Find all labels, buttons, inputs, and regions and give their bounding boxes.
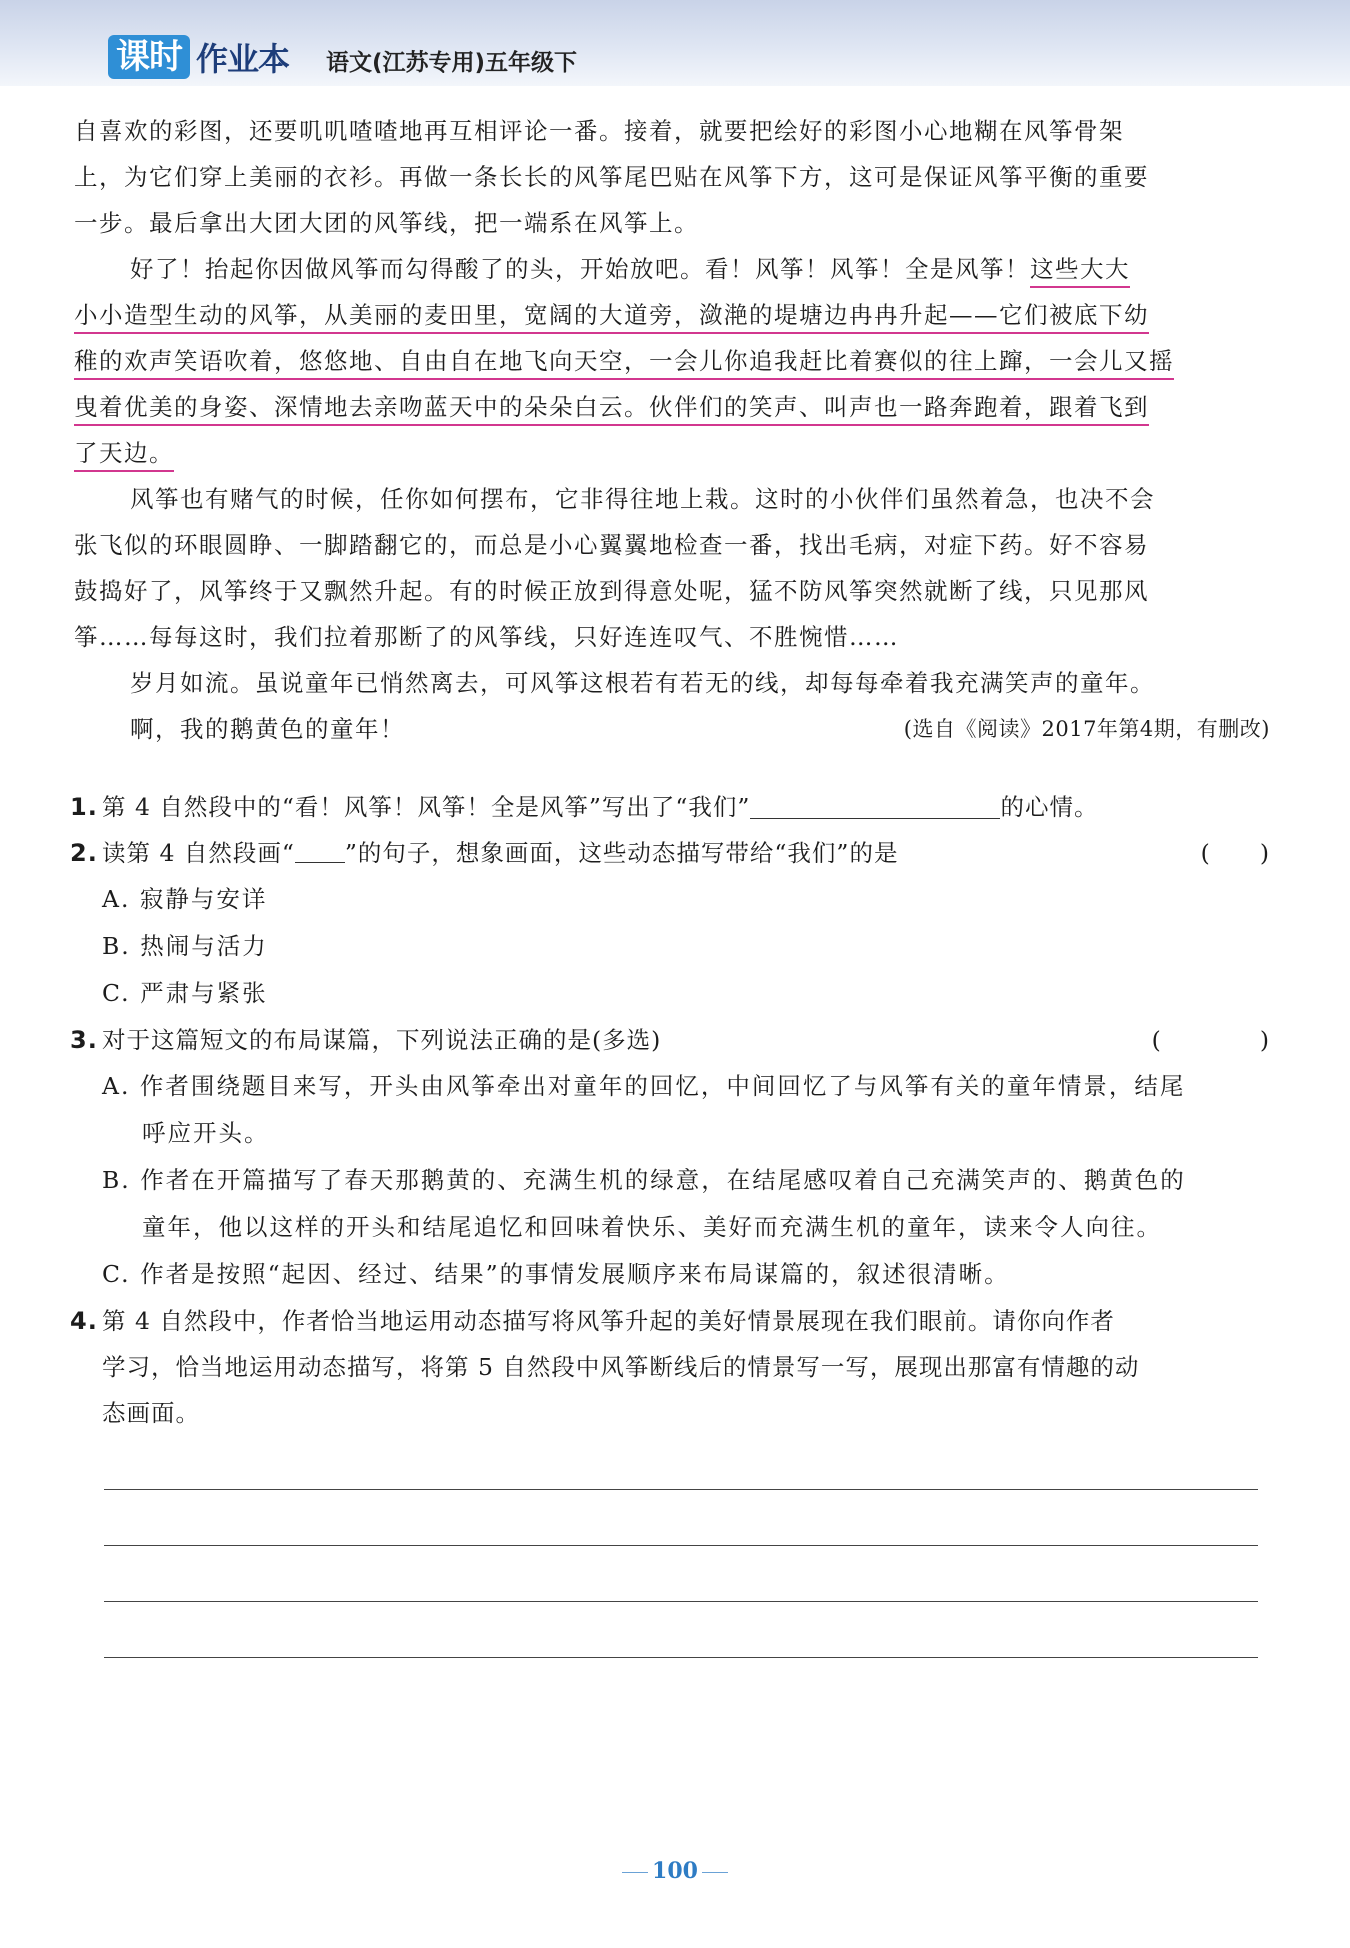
writing-line[interactable] xyxy=(104,1545,1258,1546)
dash-left xyxy=(622,1872,648,1873)
option-b-cont: 童年，他以这样的开头和结尾追忆和回味着快乐、美好而充满生机的童年，读来令人向往。 xyxy=(142,1213,1162,1241)
question-text: ”的句子，想象画面，这些动态描写带给“我们”的是 xyxy=(344,839,899,867)
passage-line xyxy=(74,430,1270,476)
option-a-cont: 呼应开头。 xyxy=(142,1119,270,1147)
brand-logo xyxy=(108,34,289,80)
underlined-text: 这些大大 xyxy=(1030,255,1130,288)
passage-line xyxy=(74,292,1270,338)
underlined-text: 小小造型生动的风筝，从美丽的麦田里，宽阔的大道旁，潋滟的堤塘边冉冉升起——它们被底下幼 xyxy=(74,301,1149,334)
passage-text: 啊，我的鹅黄色的童年！ xyxy=(130,715,405,743)
question-text: 读第 4 自然段画“ xyxy=(102,839,295,867)
question-number: 3. xyxy=(70,1026,98,1054)
answer-bracket[interactable]: ( ) xyxy=(1151,1026,1270,1054)
writing-line[interactable] xyxy=(104,1489,1258,1490)
answer-blank[interactable] xyxy=(750,790,1000,819)
question-number: 2. xyxy=(70,839,98,867)
passage-line xyxy=(74,246,1270,292)
passage-line: 一步。最后拿出大团大团的风筝线，把一端系在风筝上。 xyxy=(74,209,699,237)
question-2 xyxy=(70,830,1270,876)
source-citation: (选自《阅读》2017年第4期，有删改) xyxy=(903,717,1270,741)
subject-title: 语文(江苏专用)五年级下 xyxy=(326,50,578,76)
passage-line: 张飞似的环眼圆睁、一脚踏翻它的，而总是小心翼翼地检查一番，找出毛病，对症下药。好不容易 xyxy=(74,531,1149,559)
passage-line xyxy=(74,384,1270,430)
question-4-line: 学习，恰当地运用动态描写，将第 5 自然段中风筝断线后的情景写一写，展现出那富有情趣的动 xyxy=(102,1353,1140,1381)
option-c: C. 作者是按照“起因、经过、结果”的事情发展顺序来布局谋篇的，叙述很清晰。 xyxy=(102,1260,1010,1288)
passage-line: 自喜欢的彩图，还要叽叽喳喳地再互相评论一番。接着，就要把绘好的彩图小心地糊在风筝骨架 xyxy=(74,117,1124,145)
underlined-text: 稚的欢声笑语吹着，悠悠地、自由自在地飞向天空，一会儿你追我赶比着赛似的往上蹿，一会儿又摇 xyxy=(74,347,1174,380)
passage-line: 风筝也有赌气的时候，任你如何摆布，它非得往地上栽。这时的小伙伴们虽然着急，也决不会 xyxy=(130,485,1155,513)
option-b: B. 热闹与活力 xyxy=(102,932,268,960)
dash-right xyxy=(702,1872,728,1873)
writing-line[interactable] xyxy=(104,1601,1258,1602)
brand-box: 课时 xyxy=(108,35,190,79)
question-text: 对于这篇短文的布局谋篇，下列说法正确的是(多选) xyxy=(102,1026,662,1054)
option-a: A. 作者围绕题目来写，开头由风筝牵出对童年的回忆，中间回忆了与风筝有关的童年情景，结尾 xyxy=(102,1072,1186,1100)
passage-line: 筝……每每这时，我们拉着那断了的风筝线，只好连连叹气、不胜惋惜…… xyxy=(74,623,899,651)
reading-passage xyxy=(74,108,1270,752)
question-number: 1. xyxy=(70,793,98,821)
writing-line[interactable] xyxy=(104,1657,1258,1658)
question-text: 第 4 自然段中的“看！风筝！风筝！全是风筝”写出了“我们” xyxy=(102,793,751,821)
passage-line xyxy=(74,706,1270,752)
question-3 xyxy=(70,1017,1270,1063)
option-b: B. 作者在开篇描写了春天那鹅黄的、充满生机的绿意，在结尾感叹着自己充满笑声的、鹅黄色的 xyxy=(102,1166,1186,1194)
page-number-text: 100 xyxy=(652,1858,698,1884)
question-1 xyxy=(70,784,1270,830)
passage-line: 鼓捣好了，风筝终于又飘然升起。有的时候正放到得意处呢，猛不防风筝突然就断了线，只见那风 xyxy=(74,577,1149,605)
option-a: A. 寂静与安详 xyxy=(102,885,268,913)
question-text: 第 4 自然段中，作者恰当地运用动态描写将风筝升起的美好情景展现在我们眼前。请你向作者 xyxy=(102,1307,1115,1335)
question-text: 的心情。 xyxy=(1000,793,1099,821)
passage-line: 上，为它们穿上美丽的衣衫。再做一条长长的风筝尾巴贴在风筝下方，这可是保证风筝平衡的重要 xyxy=(74,163,1149,191)
underline-mark xyxy=(295,838,345,863)
underlined-text: 了天边。 xyxy=(74,439,174,472)
question-number: 4. xyxy=(70,1307,98,1335)
option-c: C. 严肃与紧张 xyxy=(102,979,268,1007)
brand-name: 作业本 xyxy=(196,40,290,78)
question-4 xyxy=(70,1298,1270,1344)
question-4-line: 态画面。 xyxy=(102,1399,200,1427)
answer-bracket[interactable]: ( ) xyxy=(1200,839,1270,867)
passage-line: 岁月如流。虽说童年已悄然离去，可风筝这根若有若无的线，却每每牵着我充满笑声的童年。 xyxy=(130,669,1155,697)
questions-section xyxy=(70,784,1270,1436)
passage-text: 好了！抬起你因做风筝而勾得酸了的头，开始放吧。看！风筝！风筝！全是风筝！ xyxy=(130,255,1030,283)
page-number xyxy=(0,1858,1350,1884)
passage-line xyxy=(74,338,1270,384)
underlined-text: 曳着优美的身姿、深情地去亲吻蓝天中的朵朵白云。伙伴们的笑声、叫声也一路奔跑着，跟着飞到 xyxy=(74,393,1149,426)
page-header xyxy=(0,0,1350,86)
